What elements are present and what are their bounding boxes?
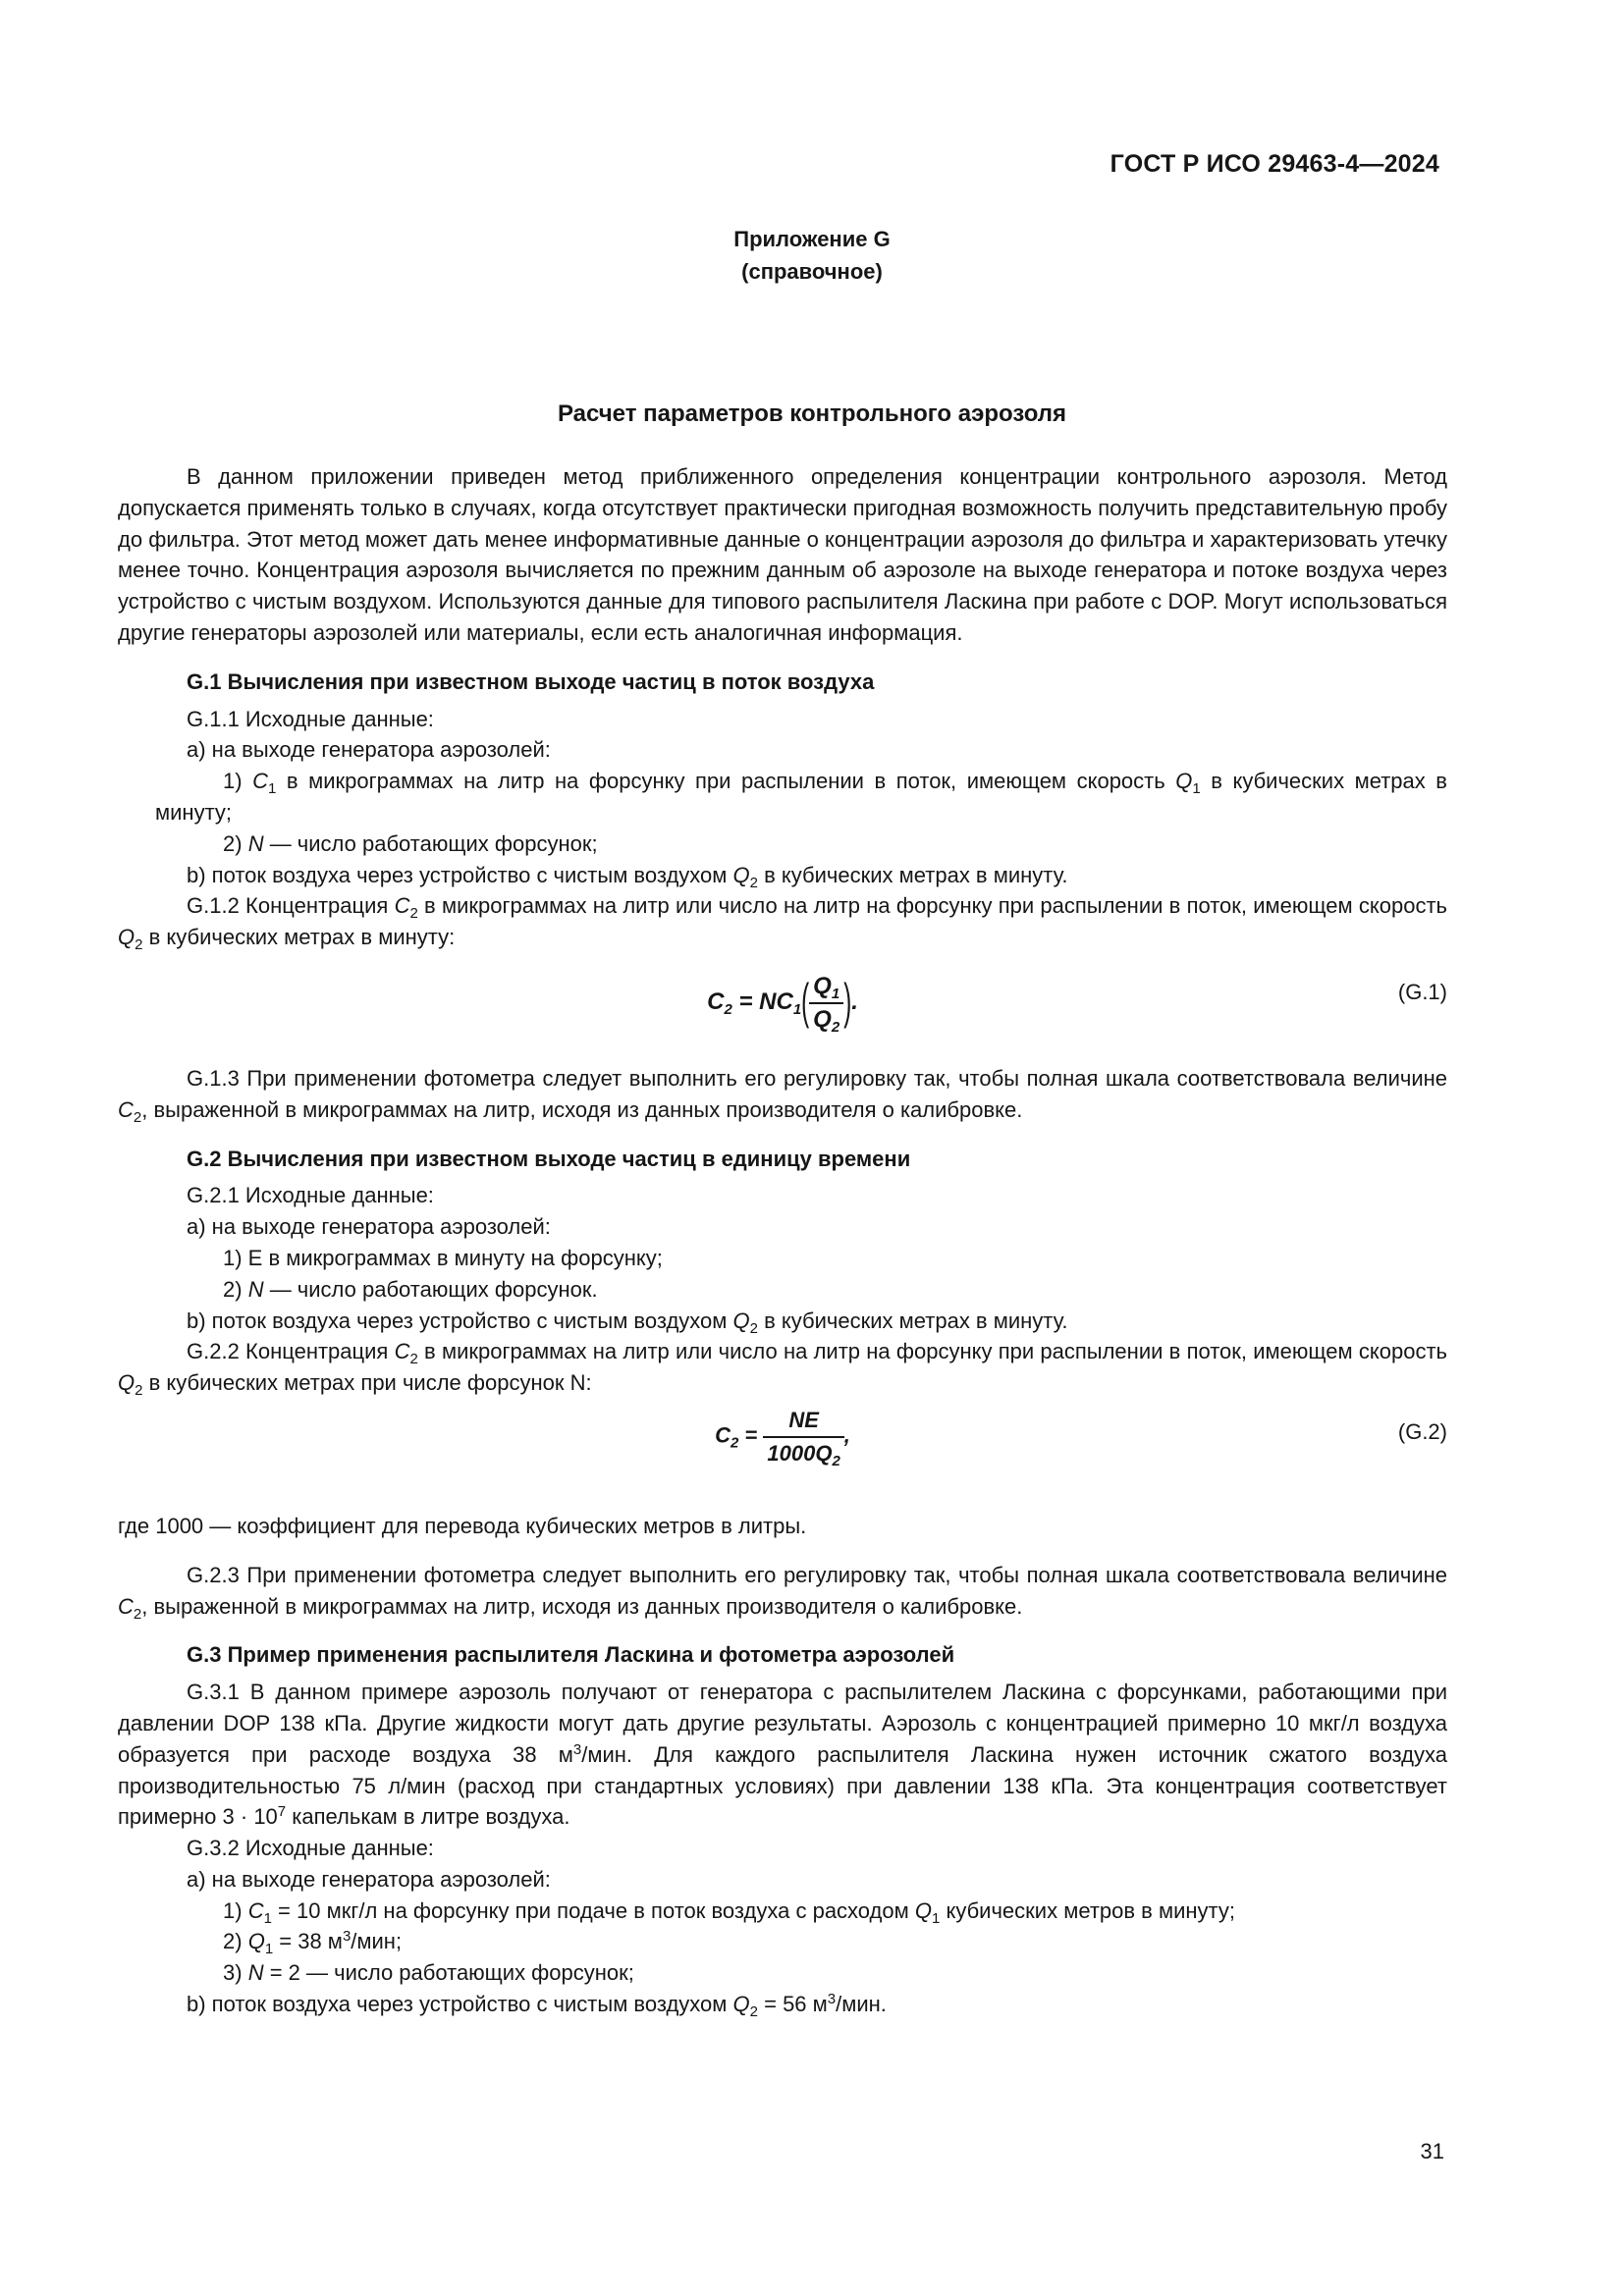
- g3-item-a1: 1) $C_1 = 10$ мкг/л на форсунку при подаче в поток воздуха с расходом $Q_1$ кубических метров в минуту;: [223, 1897, 1235, 1927]
- annex-title: Приложение G: [733, 227, 891, 251]
- formula-g2-expression: $C_2$ = $\frac{NE}{1000Q_2}$ ,: [118, 1405, 1447, 1469]
- g1-2-paragraph: G.1.2 Концентрация $C_2$ в микрограммах на литр или число на литр на форсунку при распылении в поток, имеющем скорость $Q_2$ в кубических метрах в минуту:: [118, 893, 1447, 954]
- g1-item-b: b) поток воздуха через устройство с чистым воздухом $Q_2$ в кубических метрах в минуту.: [187, 862, 1068, 891]
- g1-item-a2: 2) N — число работающих форсунок;: [223, 830, 598, 856]
- g2-1-paragraph: G.2.1 Исходные данные:: [187, 1183, 434, 1208]
- g3-2-paragraph: G.3.2 Исходные данные:: [187, 1836, 434, 1861]
- formula-g1: [118, 953, 1447, 1063]
- g2-item-b: b) поток воздуха через устройство с чистым воздухом $Q_2$ в кубических метрах в минуту.: [187, 1308, 1068, 1337]
- where-text: коэффициент для перевода кубических метров в литры.: [237, 1513, 807, 1538]
- g2-item-a2: 2) N — число работающих форсунок.: [223, 1276, 598, 1302]
- g3-item-a2: 2) $Q_1 = 38$ $м^3$/мин;: [223, 1928, 403, 1958]
- formula-g1-expression: $C_2 = NC_1$( $\frac{Q_1}{Q_2}$ ).: [707, 972, 858, 1036]
- g2-item-a: а) на выходе генератора аэрозолей:: [187, 1214, 551, 1240]
- g3-1-paragraph: G.3.1 В данном примере аэрозоль получают от генератора с распылителем Ласкина с форсунками, работающими при давлении DOP 138 кПа. Другие жидкости могут дать другие результаты. Аэрозоль с концентрацией примерно 10 мкг/л воздуха образуется при расходе воздуха 38 $м^3$/мин. Для каждого распылителя Ласкина нужен источник сжатого воздуха производительностью 75 л/мин (расход при стандартных условиях) при давлении 138 кПа. Эта концентрация соответствует примерно $3 \cdot 10^7$ капелькам в литре воздуха.: [118, 1680, 1447, 1830]
- intro-paragraph: В данном приложении приведен метод приближенного определения концентрации контрольного аэрозоля. Метод допускается применять только в случаях, когда отсутствует практически пригодная возможность получить представительную пробу до фильтра. Этот метод может дать менее информативные данные о концентрации аэрозоля до фильтра и характеризовать утечку менее точно. Концентрация аэрозоля вычисляется по прежним данным об аэрозоле на выходе генератора и потоке воздуха через устройство с чистым воздухом. Используются данные для типового распылителя Ласкина при работе с DOP. Могут использоваться другие генераторы аэрозолей или материалы, если есть аналогичная информация.: [118, 464, 1447, 645]
- document-code: ГОСТ Р ИСО 29463-4—2024: [1110, 150, 1439, 178]
- g2-3-paragraph: G.2.3 При применении фотометра следует выполнить его регулировку так, чтобы полная шкала соответствовала величине $C_2$, выраженной в микрограммах на литр, исходя из данных производителя о калибровке.: [118, 1562, 1447, 1623]
- g1-1-paragraph: G.1.1 Исходные данные:: [187, 706, 434, 731]
- document-body: [118, 461, 1447, 2020]
- g3-item-a3: 3) N = 2 — число работающих форсунок;: [223, 1960, 634, 1986]
- where-label: где 1000 —: [118, 1513, 232, 1538]
- formula-g2-number: (G.2): [1397, 1418, 1447, 1444]
- annex-heading: Расчет параметров контрольного аэрозоля: [557, 400, 1067, 427]
- section-heading-g2: G.2 Вычисления при известном выходе частиц в единицу времени: [187, 1146, 911, 1171]
- annex-subtitle: (справочное): [741, 259, 883, 284]
- where-explanation: [118, 1511, 1447, 1542]
- section-heading-g1: G.1 Вычисления при известном выходе частиц в поток воздуха: [187, 668, 875, 694]
- g1-3-paragraph: G.1.3 При применении фотометра следует выполнить его регулировку так, чтобы полная шкала соответствовала величине $C_2$, выраженной в микрограммах на литр, исходя из данных производителя о калибровке.: [118, 1065, 1447, 1126]
- g2-2-paragraph: G.2.2 Концентрация $C_2$ в микрограммах на литр или число на литр на форсунку при распылении в поток, имеющем скорость $Q_2$ в кубических метрах при числе форсунок N:: [118, 1339, 1447, 1400]
- page-number: 31: [1420, 2139, 1444, 2163]
- g1-item-a1: 1) $C_1$ в микрограммах на литр на форсунку при распылении в поток, имеющем скорость $Q_1$ в кубических метрах в минуту;: [155, 769, 1447, 825]
- g3-item-b: b) поток воздуха через устройство с чистым воздухом $Q_2 = 56$ $м^3$/мин.: [187, 1991, 887, 2021]
- formula-g2: [118, 1399, 1447, 1489]
- formula-g1-fraction: $\frac{Q_1}{Q_2}$: [809, 971, 843, 1036]
- g1-item-a: а) на выходе генератора аэрозолей:: [187, 737, 551, 763]
- section-heading-g3: G.3 Пример применения распылителя Ласкина и фотометра аэрозолей: [187, 1642, 955, 1668]
- g2-item-a1: 1) Е в микрограммах в минуту на форсунку;: [223, 1245, 663, 1270]
- formula-g2-fraction: $\frac{NE}{1000Q_2}$: [763, 1405, 843, 1469]
- g3-item-a: а) на выходе генератора аэрозолей:: [187, 1866, 551, 1892]
- formula-g1-number: (G.1): [1397, 979, 1447, 1004]
